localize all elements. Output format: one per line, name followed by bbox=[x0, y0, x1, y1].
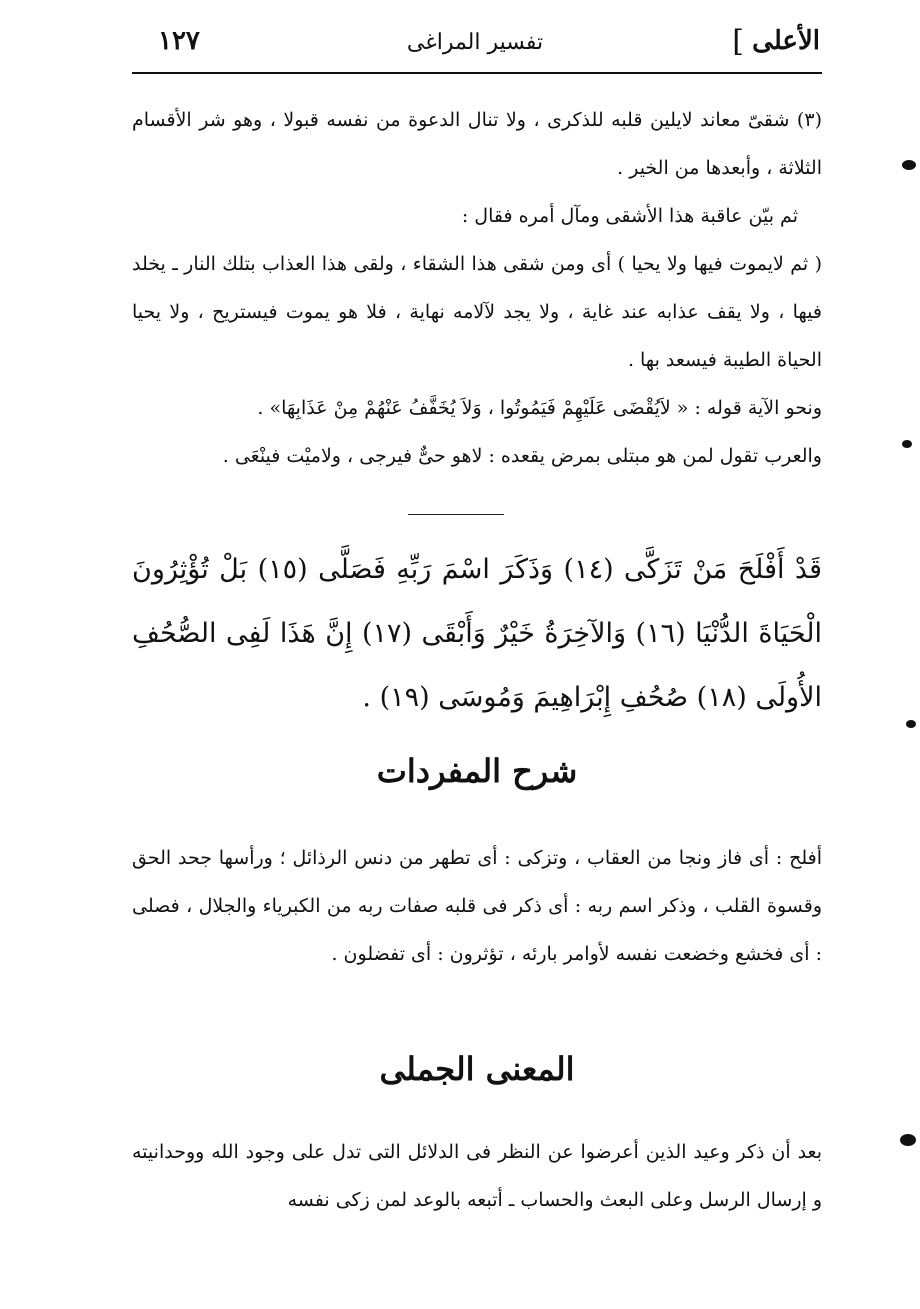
scan-speck bbox=[906, 720, 916, 728]
vocabulary-section bbox=[132, 834, 822, 978]
header-rule bbox=[132, 72, 822, 74]
commentary-section bbox=[132, 96, 822, 480]
paragraph: ونحو الآية قوله : « لاَيُقْضَى عَلَيْهِمْ فَيَمُوتُوا ، وَلاَ يُخَفَّفُ عَنْهُمْ مِنْ عَذَابِهَا» . bbox=[257, 397, 822, 419]
surah-name: الأعلى bbox=[752, 26, 820, 56]
paragraph: أفلح : أى فاز ونجا من العقاب ، وتزكى : أى تطهر من دنس الرذائل ؛ ورأسها جحد الحق وقسوة القلب ، وذكر اسم ربه : أى ذكر فى قلبه صفات ربه من الكبرياء والجلال ، فصلى : أى فخشع وخضعت نفسه لأوامر بارئه ، تؤثرون : أى تفضلون . bbox=[132, 847, 822, 965]
paragraph: بعد أن ذكر وعيد الذين أعرضوا عن النظر فى الدلائل التى تدل على وجود الله ووحدانيته و إرسال الرسل وعلى البعث والحساب ـ أتبعه بالوعد لمن زكى نفسه bbox=[132, 1141, 822, 1211]
general-meaning-section bbox=[132, 1128, 822, 1224]
book-title: تفسير المراغى bbox=[406, 30, 544, 55]
paragraph: (٣) شقىّ معاند لايلين قلبه للذكرى ، ولا تنال الدعوة من نفسه قبولا ، وهو شر الأقسام الثلاثة ، وأبعدها من الخير . bbox=[132, 109, 822, 179]
vocabulary-heading: شرح المفردات bbox=[376, 752, 578, 790]
scan-speck bbox=[902, 440, 912, 448]
paragraph: ثم بيّن عاقبة هذا الأشقى ومآل أمره فقال : bbox=[461, 205, 798, 227]
header-bracket: ] bbox=[732, 24, 744, 59]
scan-speck bbox=[900, 1134, 916, 1146]
page-header bbox=[130, 18, 820, 70]
paragraph: ( ثم لايموت فيها ولا يحيا ) أى ومن شقى هذا الشقاء ، ولقى هذا العذاب بتلك النار ـ يخلد فيها ، ولا يقف عذابه عند غاية ، ولا يجد لآلامه نهاية ، فلا هو يموت فيستريح ، ولا يحيا الحياة الطيبة فيسعد بها . bbox=[132, 253, 822, 371]
quran-verse: قَدْ أَفْلَحَ مَنْ تَزَكَّى (١٤) وَذَكَرَ اسْمَ رَبِّهِ فَصَلَّى (١٥) بَلْ تُؤْثِرُونَ الْحَيَاةَ الدُّنْيَا (١٦) وَالآخِرَةُ خَيْرٌ وَأَبْقَى (١٧) إِنَّ هَذَا لَفِى الصُّحُفِ الأُولَى (١٨) صُحُفِ إِبْرَاهِيمَ وَمُوسَى (١٩) . bbox=[132, 554, 822, 713]
general-meaning-heading: المعنى الجملى bbox=[379, 1050, 575, 1088]
scan-speck bbox=[902, 160, 916, 170]
paragraph: والعرب تقول لمن هو مبتلى بمرض يقعده : لاهو حىٌّ فيرجى ، ولاميْت فينْعَى . bbox=[222, 445, 822, 467]
section-divider bbox=[408, 514, 504, 515]
page-number: ١٢٧ bbox=[158, 26, 200, 56]
